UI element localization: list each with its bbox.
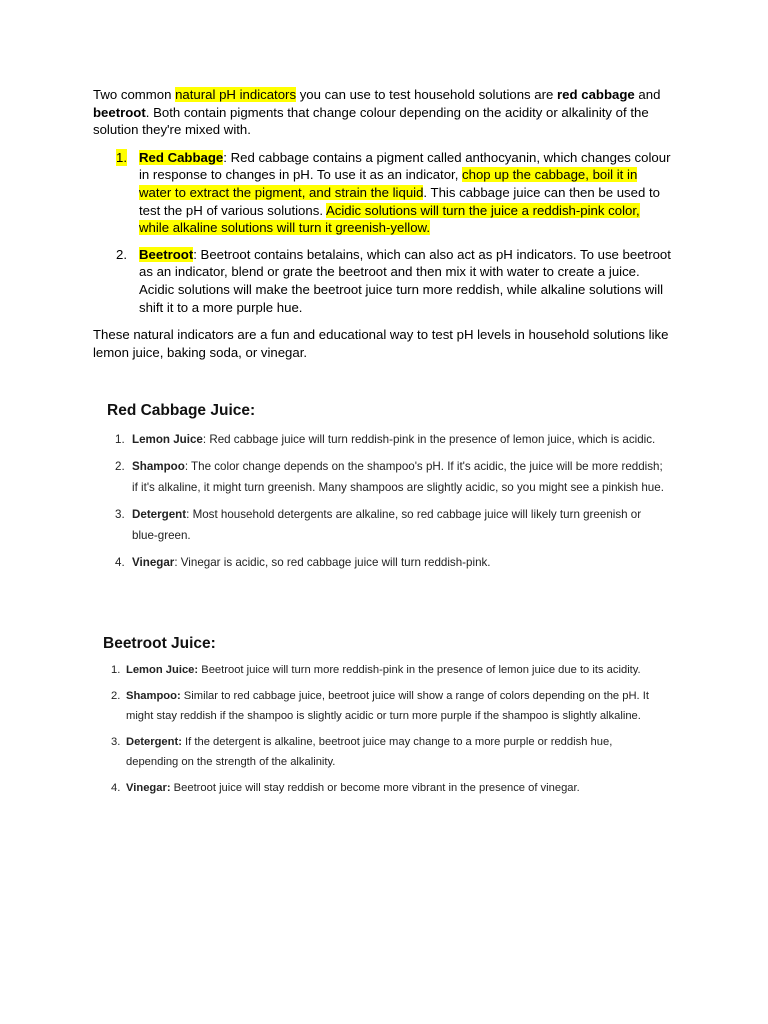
list-number: 4. bbox=[115, 556, 125, 569]
intro-paragraph: Two common natural pH indicators you can use to test household solutions are red cabbage and beetroot. Both contain pigments that change colour depending on the acidity or alkalinity of the solution they're mixed with. bbox=[93, 87, 661, 138]
section-heading: Red Cabbage Juice: bbox=[107, 402, 256, 419]
list-item: 3. Detergent: Most household detergents are alkaline, so red cabbage juice will likely turn greenish or blue-green. bbox=[107, 504, 667, 546]
list-number: 2. bbox=[111, 690, 121, 702]
list-number: 2. bbox=[115, 460, 125, 473]
highlight: natural pH indicators bbox=[175, 87, 297, 102]
item-title: Beetroot bbox=[139, 246, 194, 262]
highlight: chop up the cabbage, boil it in water to extract the pigment, and strain the liquid bbox=[139, 167, 638, 200]
list-item: 3. Detergent: If the detergent is alkaline, beetroot juice may change to a more purple or reddish hue, depending on the strength of the alkalinity. bbox=[103, 732, 663, 772]
list-number: 1. bbox=[111, 664, 121, 676]
intro-block bbox=[93, 86, 673, 361]
list-number: 3. bbox=[111, 736, 121, 748]
list-item: 2. Shampoo: Similar to red cabbage juice, beetroot juice will show a range of colors depending on the pH. It might stay reddish if the shampoo is slightly acidic or turn more purple if the shampoo is slightly alkaline. bbox=[103, 686, 663, 726]
list-number: 4. bbox=[111, 782, 121, 794]
list-number: 1. bbox=[116, 149, 127, 165]
beetroot-list bbox=[103, 660, 663, 798]
section-heading: Beetroot Juice: bbox=[103, 635, 216, 652]
list-item: 1. Lemon Juice: Red cabbage juice will turn reddish-pink in the presence of lemon juice, which is acidic. bbox=[107, 429, 667, 450]
list-item-red-cabbage: 1. Red Cabbage: Red cabbage contains a pigment called anthocyanin, which changes colour in response to changes in pH. To use it as an indicator, chop up the cabbage, boil it in water to extract the pigment, and strain the liquid. This cabbage juice can then be used to test the pH of various solutions. Acidic solutions will turn the juice a reddish-pink color, while alkaline solutions will turn it greenish-yellow. bbox=[116, 149, 671, 236]
item-title: Red Cabbage bbox=[139, 149, 224, 165]
highlight: Acidic solutions will turn the juice a reddish-pink color, while alkaline solutions will turn it greenish-yellow. bbox=[139, 202, 640, 236]
closing-paragraph: These natural indicators are a fun and educational way to test pH levels in household solutions like lemon juice, baking soda, or vinegar. bbox=[93, 327, 669, 360]
list-number: 3. bbox=[115, 508, 125, 521]
list-item: 2. Shampoo: The color change depends on the shampoo's pH. If it's acidic, the juice will be more reddish; if it's alkaline, it might turn greenish. Many shampoos are slightly acidic, so you might see a pinkish hue. bbox=[107, 456, 667, 498]
red-cabbage-list bbox=[107, 429, 667, 573]
list-number: 1. bbox=[115, 433, 125, 446]
list-item-beetroot: 2. Beetroot: Beetroot contains betalains, which can also act as pH indicators. To use beetroot as an indicator, blend or grate the beetroot and then mix it with water to create a juice. Acidic solutions will make the beetroot juice turn more reddish, while alkaline solutions will shift it to a more purple hue. bbox=[116, 246, 671, 315]
list-item: 1. Lemon Juice: Beetroot juice will turn more reddish-pink in the presence of lemon juice due to its acidity. bbox=[103, 660, 663, 680]
red-cabbage-section bbox=[107, 400, 667, 579]
list-number: 2. bbox=[116, 246, 127, 262]
beetroot-section bbox=[103, 634, 663, 804]
list-item: 4. Vinegar: Vinegar is acidic, so red cabbage juice will turn reddish-pink. bbox=[107, 552, 667, 573]
indicator-list bbox=[93, 149, 673, 316]
list-item: 4. Vinegar: Beetroot juice will stay reddish or become more vibrant in the presence of vinegar. bbox=[103, 778, 663, 798]
